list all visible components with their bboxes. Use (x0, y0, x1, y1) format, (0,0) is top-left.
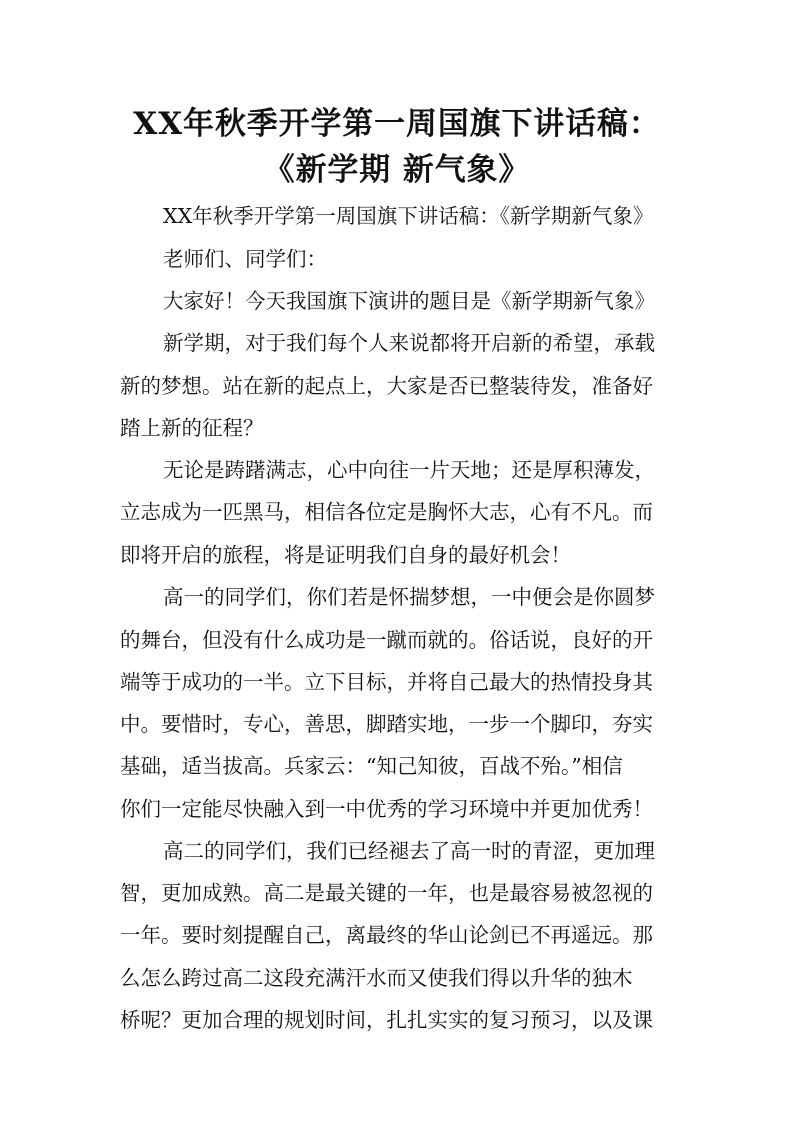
document-title-line-1: XX年秋季开学第一周国旗下讲话稿： (133, 106, 661, 142)
body-line-11: 的舞台，但没有什么成功是一蹴而就的。俗话说，良好的开 (120, 628, 653, 652)
body-line-8: 立志成为一匹黑马，相信各位定是胸怀大志，心有不凡。而 (120, 500, 653, 524)
body-line-1: XX年秋季开学第一周国旗下讲话稿：《新学期新气象》 (163, 204, 654, 228)
body-line-12: 端等于成功的一半。立下目标，并将自己最大的热情投身其 (120, 670, 653, 694)
body-line-19: 么怎么跨过高二这段充满汗水而又使我们得以升华的独木 (120, 966, 633, 990)
body-line-13: 中。要惜时，专心，善思，脚踏实地，一步一个脚印，夯实 (120, 712, 653, 736)
body-line-9: 即将开启的旅程，将是证明我们自身的最好机会！ (120, 543, 571, 567)
body-line-7: 无论是踌躇满志，心中向往一片天地；还是厚积薄发， (163, 458, 655, 482)
body-line-14: 基础，适当拔高。兵家云：“知己知彼，百战不殆。”相信 (120, 754, 623, 778)
body-line-4: 新学期，对于我们每个人来说都将开启新的希望，承载 (163, 331, 655, 355)
body-line-18: 一年。要时刻提醒自己，离最终的华山论剑已不再遥远。那 (120, 923, 653, 947)
body-line-2: 老师们、同学们： (163, 247, 327, 271)
body-line-16: 高二的同学们，我们已经褪去了高一时的青涩，更加理 (163, 839, 655, 863)
document-title-line-2: 《新学期 新气象》 (263, 152, 531, 188)
body-line-10: 高一的同学们，你们若是怀揣梦想，一中便会是你圆梦 (163, 585, 655, 609)
body-line-20: 桥呢？更加合理的规划时间，扎扎实实的复习预习，以及课 (120, 1008, 653, 1032)
body-line-17: 智，更加成熟。高二是最关键的一年，也是最容易被忽视的 (120, 881, 653, 905)
body-line-3: 大家好！今天我国旗下演讲的题目是《新学期新气象》 (163, 289, 655, 313)
body-line-15: 你们一定能尽快融入到一中优秀的学习环境中并更加优秀！ (120, 797, 653, 821)
body-line-6: 踏上新的征程？ (120, 416, 264, 440)
body-line-5: 新的梦想。站在新的起点上，大家是否已整装待发，准备好 (120, 374, 653, 398)
